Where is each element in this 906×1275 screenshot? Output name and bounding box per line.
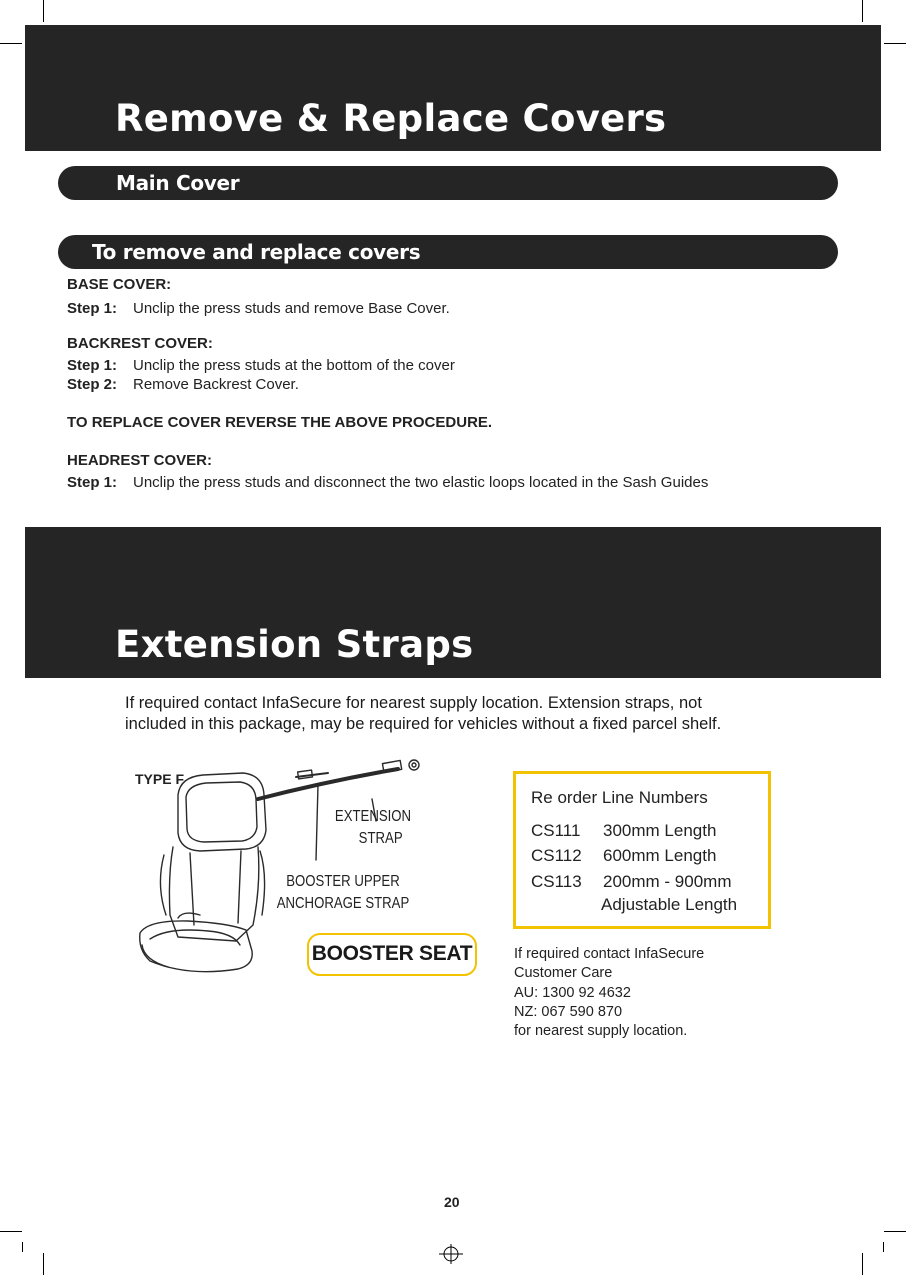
section-title-extension-straps: Extension Straps: [115, 623, 474, 666]
crop-mark: [0, 1231, 22, 1232]
contact-line: Customer Care: [514, 965, 613, 981]
intro-line: included in this package, may be required for vehicles without a fixed parcel shelf.: [125, 715, 722, 733]
registration-mark-icon: [437, 1240, 465, 1268]
step-label: Step 1:: [67, 300, 118, 317]
step-label: Step 1:: [67, 474, 118, 491]
headrest-cover-heading: HEADREST COVER:: [67, 452, 213, 469]
booster-upper-line: ANCHORAGE STRAP: [276, 895, 410, 912]
crop-mark: [862, 1253, 863, 1275]
section-header-band: [25, 25, 881, 151]
intro-line: If required contact InfaSecure for nearest supply location. Extension straps, not: [125, 694, 702, 712]
step-text: Unclip the press studs and remove Base Cover.: [133, 300, 450, 317]
reorder-code: CS111: [531, 821, 581, 840]
crop-mark: [862, 0, 863, 22]
step-text: Unclip the press studs and disconnect the two elastic loops located in the Sash Guides: [133, 474, 709, 491]
crop-mark: [884, 43, 906, 44]
contact-line: If required contact InfaSecure: [514, 946, 705, 962]
backrest-cover-heading: BACKREST COVER:: [67, 335, 213, 352]
reorder-desc: 200mm - 900mm: [603, 872, 732, 891]
crop-mark: [0, 43, 22, 44]
crop-mark: [884, 1231, 906, 1232]
contact-phone-nz: NZ: 067 590 870: [514, 1004, 623, 1020]
reorder-box: [513, 771, 771, 929]
booster-seat-label: BOOSTER SEAT: [307, 933, 477, 976]
base-cover-heading: BASE COVER:: [67, 276, 172, 293]
extension-strap-line: STRAP: [358, 830, 403, 847]
step-text: Remove Backrest Cover.: [133, 376, 299, 393]
step-label: Step 1:: [67, 357, 118, 374]
reorder-desc: 600mm Length: [603, 846, 717, 865]
reorder-title: Re order Line Numbers: [531, 788, 708, 807]
reorder-desc: 300mm Length: [603, 821, 717, 840]
contact-line: for nearest supply location.: [514, 1023, 688, 1039]
step-label: Step 2:: [67, 376, 118, 393]
remove-replace-bar: [58, 235, 838, 269]
reorder-code: CS112: [531, 846, 582, 865]
crop-mark: [883, 1242, 884, 1252]
section-header-band: [25, 527, 881, 678]
reorder-code: CS113: [531, 872, 582, 891]
extension-strap-line: EXTENSION: [334, 808, 412, 825]
replace-note: TO REPLACE COVER REVERSE THE ABOVE PROCEDURE.: [67, 414, 493, 431]
booster-upper-strap-label: [275, 871, 411, 915]
crop-mark: [43, 0, 44, 22]
main-cover-title: Main Cover: [116, 171, 240, 195]
step-text: Unclip the press studs at the bottom of the cover: [133, 357, 455, 374]
main-cover-bar: [58, 166, 838, 200]
crop-mark: [22, 1242, 23, 1252]
remove-replace-title: To remove and replace covers: [92, 240, 421, 264]
crop-mark: [43, 1253, 44, 1275]
contact-phone-au: AU: 1300 92 4632: [514, 985, 631, 1001]
section-title-remove-replace: Remove & Replace Covers: [115, 97, 667, 140]
extension-strap-label: [326, 806, 420, 850]
type-f-label: TYPE F: [135, 771, 185, 787]
booster-upper-line: BOOSTER UPPER: [286, 873, 400, 890]
page-number: 20: [444, 1194, 460, 1210]
reorder-desc-continuation: Adjustable Length: [601, 895, 738, 914]
